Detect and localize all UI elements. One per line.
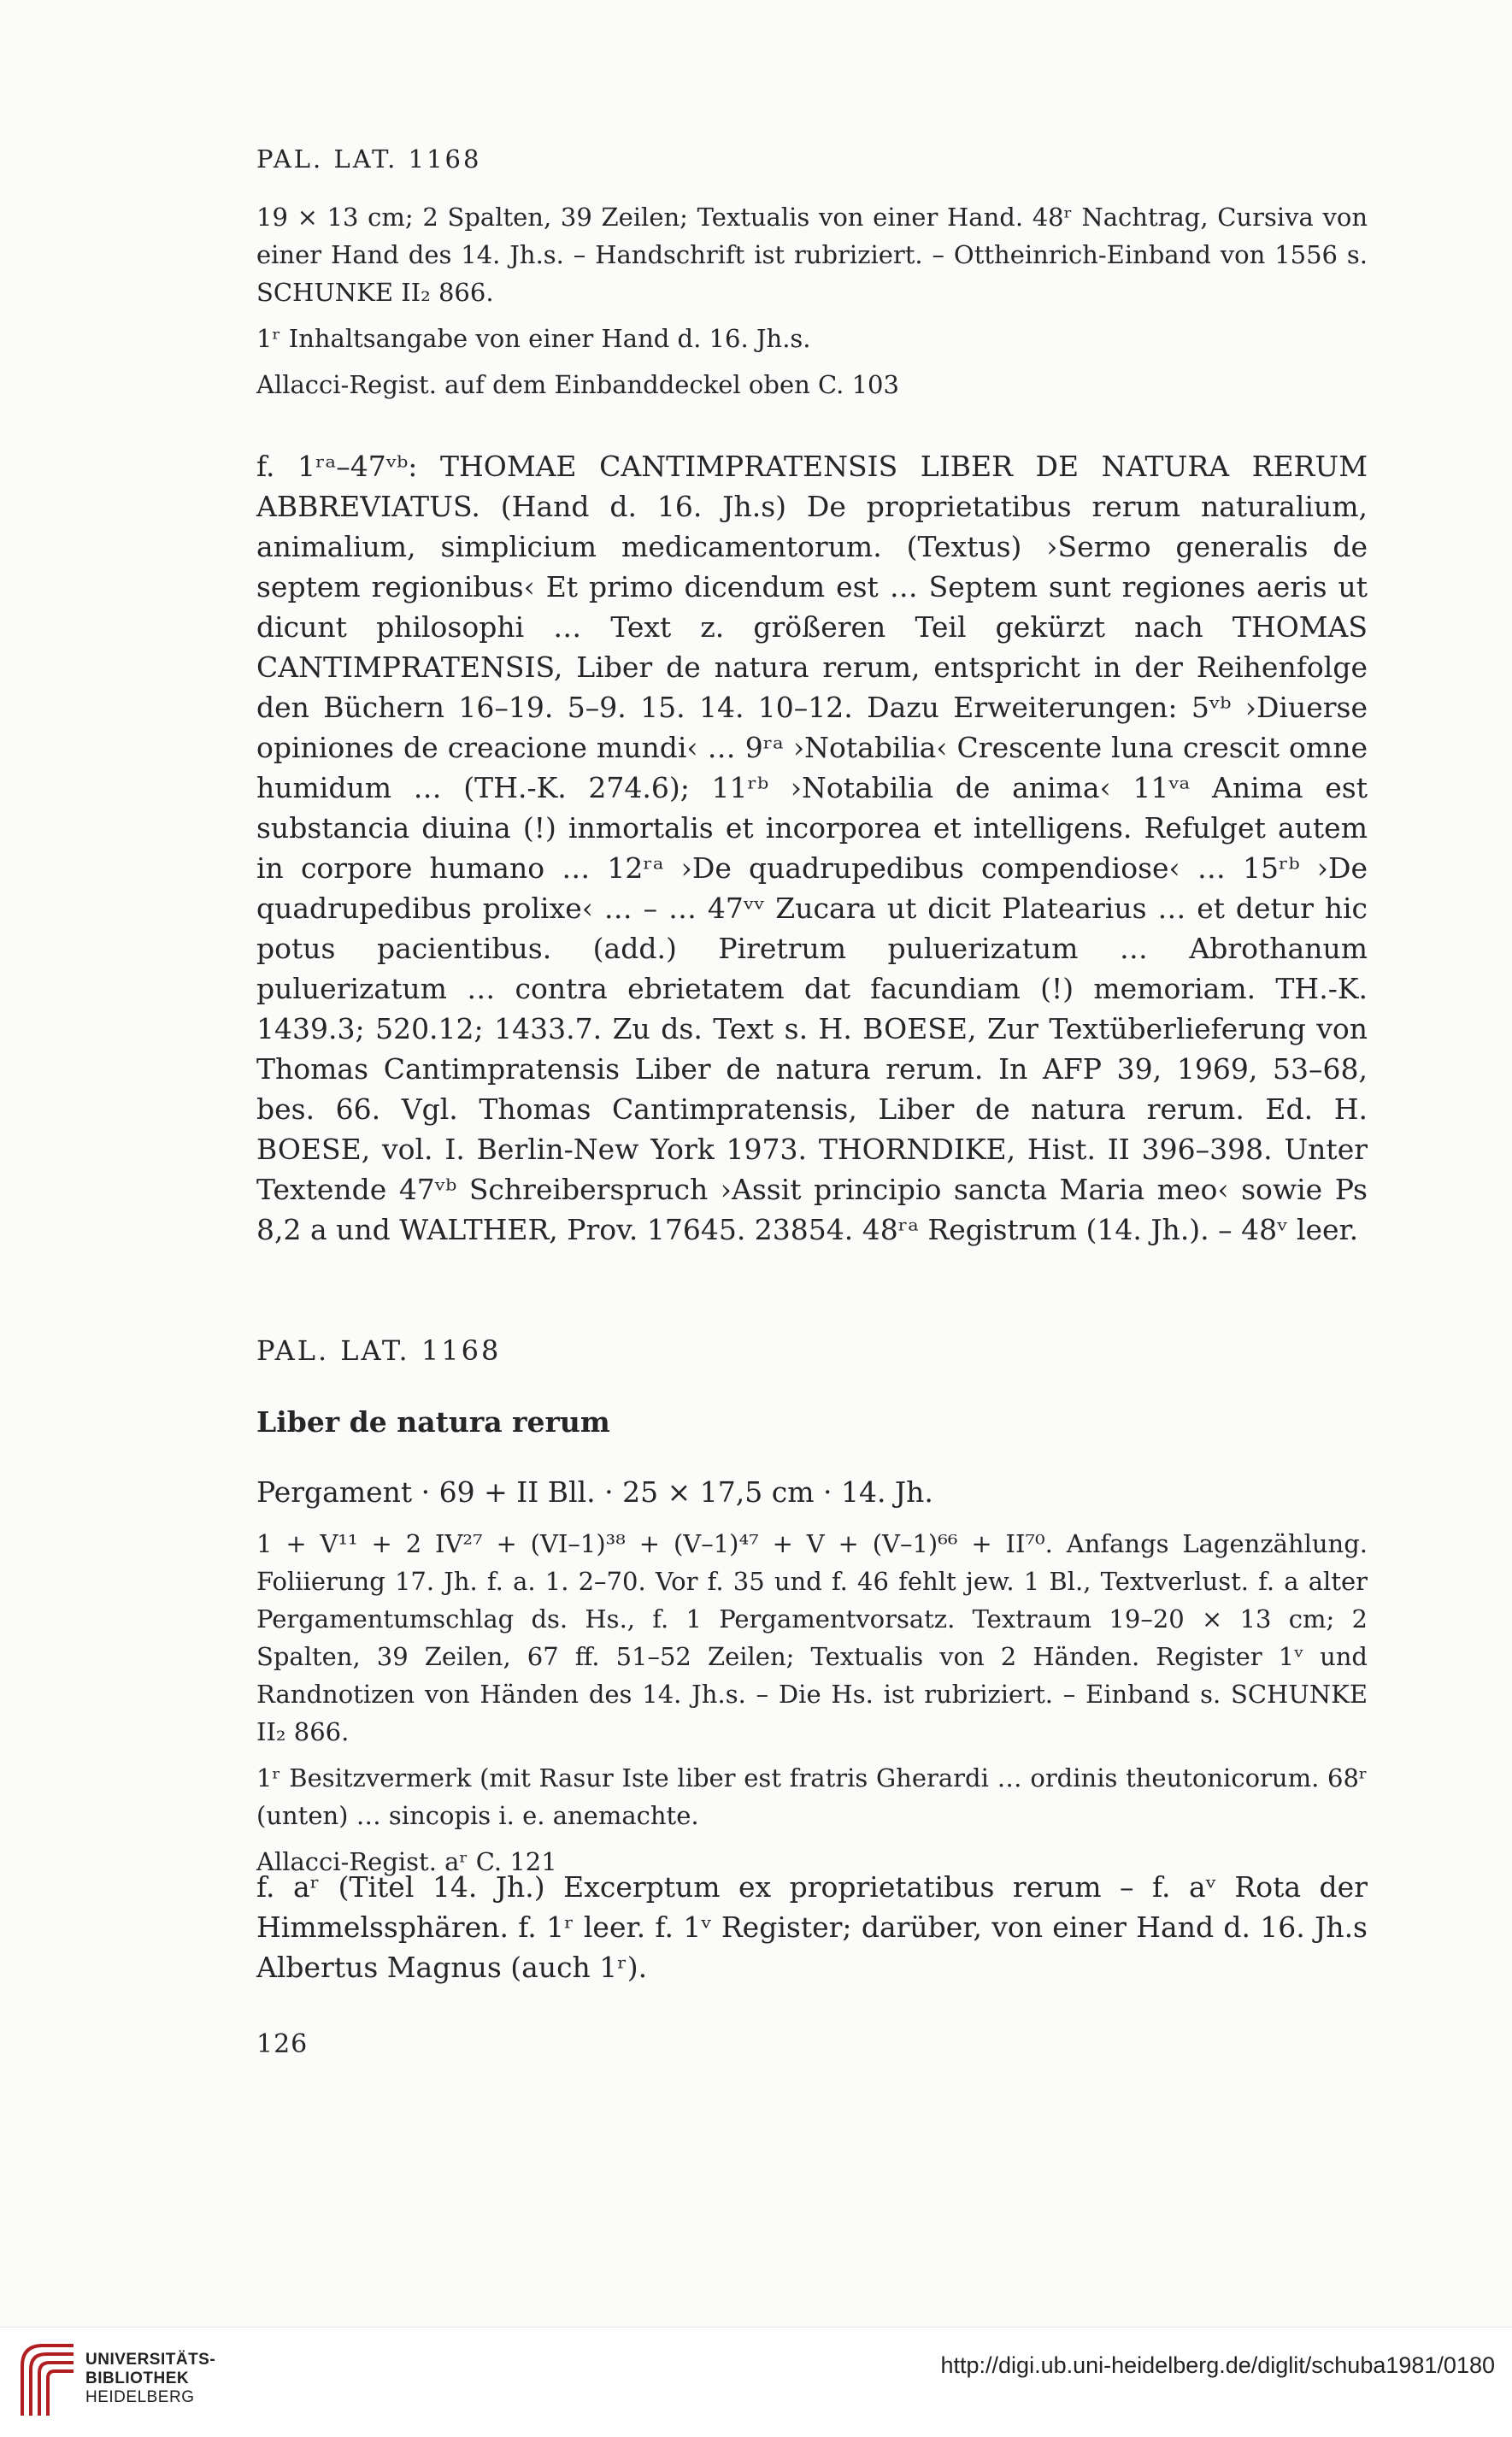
library-name-line1: UNIVERSITÄTS- <box>85 2351 216 2369</box>
section2-para1: 1 + V¹¹ + 2 IV²⁷ + (VI–1)³⁸ + (V–1)⁴⁷ + V + (V–1)⁶⁶ + II⁷⁰. Anfangs Lagenzählung. Foliierung 17. Jh. f. a. 1. 2–70. Vor f. 35 und f. 46 fehlt jew. 1 Bl., Textverlust. f. a alter Pergamentumschlag ds. Hs., f. 1 Pergamentvorsatz. Textraum 19–20 × 13 cm; 2 Spalten, 39 Zeilen, 67 ff. 51–52 Zeilen; Textualis von 2 Händen. Register 1ᵛ und Randnotizen von Händen des 14. Jh.s. – Die Hs. ist rubriziert. – Einband s. SCHUNKE II₂ 866. <box>256 1529 1368 1746</box>
section1-description <box>256 198 1368 403</box>
section2-para2: 1ʳ Besitzvermerk (mit Rasur Iste liber est fratris Gherardi … ordinis theutonicorum. 68ʳ (unten) … sincopis i. e. anemachte. <box>256 1763 1368 1830</box>
section2-content <box>256 1867 1368 1987</box>
section2-subtitle: Pergament · 69 + II Bll. · 25 × 17,5 cm · 14. Jh. <box>256 1475 933 1509</box>
library-name <box>85 2351 215 2407</box>
library-name-line3: HEIDELBERG <box>85 2388 195 2406</box>
section1-header: PAL. LAT. 1168 <box>256 144 482 174</box>
section2-title: Liber de natura rerum <box>256 1405 610 1439</box>
footer-bar <box>0 2327 1512 2437</box>
section2-description <box>256 1525 1368 1881</box>
section1-para1: 19 × 13 cm; 2 Spalten, 39 Zeilen; Textualis von einer Hand. 48ʳ Nachtrag, Cursiva von einer Hand des 14. Jh.s. – Handschrift ist rubriziert. – Ottheinrich-Einband von 1556 s. SCHUNKE II₂ 866. <box>256 203 1368 307</box>
section1-main-text: f. 1ʳᵃ–47ᵛᵇ: THOMAE CANTIMPRATENSIS LIBER DE NATURA RERUM ABBREVIATUS. (Hand d. 16. Jh.s) De proprietatibus rerum naturalium, animalium, simplicium medicamentorum. (Textus) ›Sermo generalis de septem regionibus‹ Et primo dicendum est … Septem sunt regiones aeris ut dicunt philosophi … Text z. größeren Teil gekürzt nach THOMAS CANTIMPRATENSIS, Liber de natura rerum, entspricht in der Reihenfolge den Büchern 16–19. 5–9. 15. 14. 10–12. Dazu Erweiterungen: 5ᵛᵇ ›Diuerse opiniones de creacione mundi‹ … 9ʳᵃ ›Notabilia‹ Crescente luna crescit omne humidum … (TH.-K. 274.6); 11ʳᵇ ›Notabilia de anima‹ 11ᵛᵃ Anima est substancia diuina (!) inmortalis et incorporea et intelligens. Refulget autem in corpore humano … 12ʳᵃ ›De quadrupedibus compendiose‹ … 15ʳᵇ ›De quadrupedibus prolixe‹ … – … 47ᵛᵛ Zucara ut dicit Platearius … et detur hic potus pacientibus. (add.) Piretrum puluerizatum … Abrothanum puluerizatum … contra ebrietatem dat facundiam (!) memoriam. TH.-K. 1439.3; 520.12; 1433.7. Zu ds. Text s. H. BOESE, Zur Textüberlieferung von Thomas Cantimpratensis Liber de natura rerum. In AFP 39, 1969, 53–68, bes. 66. Vgl. Thomas Cantimpratensis, Liber de natura rerum. Ed. H. BOESE, vol. I. Berlin-New York 1973. THORNDIKE, Hist. II 396–398. Unter Textende 47ᵛᵇ Schreiberspruch ›Assit principio sancta Maria meo‹ sowie Ps 8,2 a und WALTHER, Prov. 17645. 23854. 48ʳᵃ Registrum (14. Jh.). – 48ᵛ leer. <box>256 450 1368 1246</box>
library-name-line2: BIBLIOTHEK <box>85 2369 190 2387</box>
library-logo-icon <box>17 2340 79 2419</box>
section1-para3: Allacci-Regist. auf dem Einbanddeckel oben C. 103 <box>256 370 899 399</box>
section2-header: PAL. LAT. 1168 <box>256 1334 502 1367</box>
section2-para4: f. aʳ (Titel 14. Jh.) Excerptum ex proprietatibus rerum – f. aᵛ Rota der Himmelssphären. f. 1ʳ leer. f. 1ᵛ Register; darüber, von einer Hand d. 16. Jh.s Albertus Magnus (auch 1ʳ). <box>256 1870 1368 1984</box>
section2-para3: Allacci-Regist. aʳ C. 121 <box>256 1847 557 1876</box>
page-number: 126 <box>256 2029 309 2059</box>
section1-para2: 1ʳ Inhaltsangabe von einer Hand d. 16. Jh.s. <box>256 324 811 353</box>
source-url-link[interactable]: http://digi.ub.uni-heidelberg.de/diglit/schuba1981/0180 <box>940 2352 1495 2378</box>
section1-content <box>256 446 1368 1250</box>
